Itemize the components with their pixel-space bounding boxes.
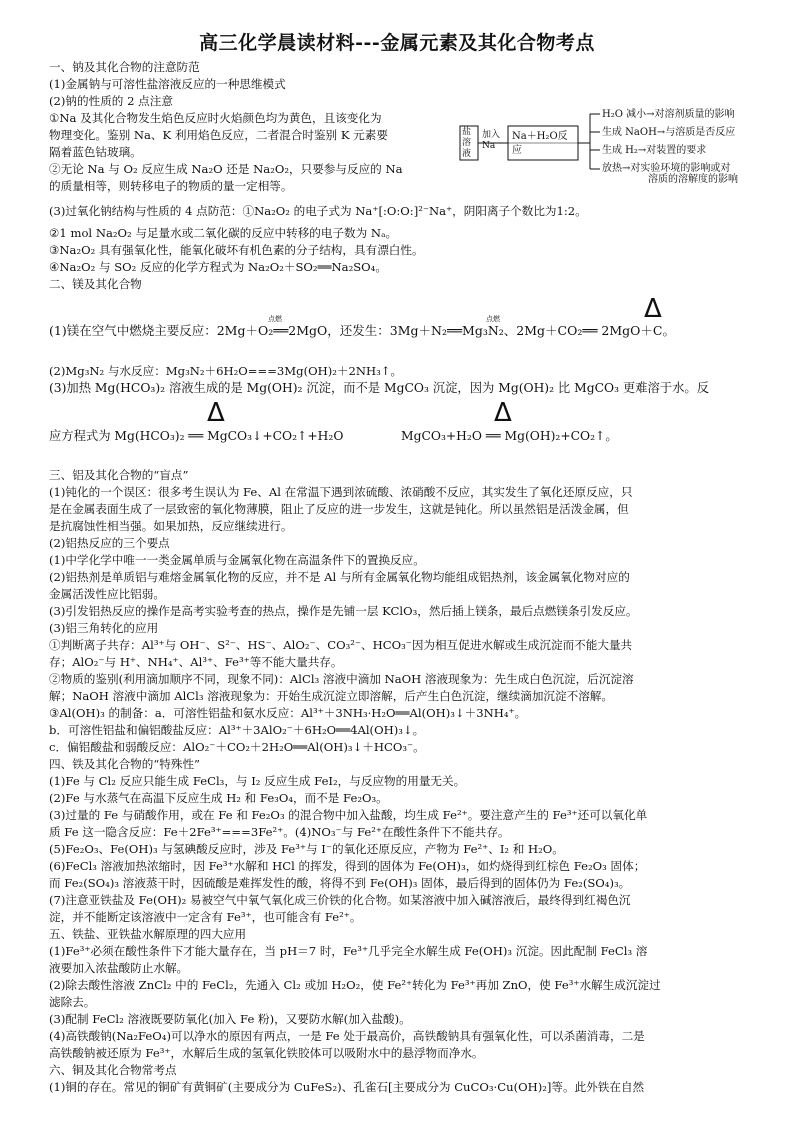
heat-triangle-symbol: Δ <box>207 398 225 428</box>
text-line: (4)高铁酸钠(Na₂FeO₄)可以净水的原因有两点，一是 Fe 处于最高价，高铁酸钠具有强氧化性，可以杀菌消毒，二是 <box>49 1029 645 1043</box>
text-line: 高铁酸钠被还原为 Fe³⁺，水解后生成的氢氧化铁胶体可以吸附水中的悬浮物而净水。 <box>49 1046 484 1060</box>
reaction-condition: 点燃 <box>486 315 500 323</box>
text-line: ③Na₂O₂ 具有强氧化性，能氧化破坏有机色素的分子结构，具有漂白性。 <box>49 243 424 257</box>
text-line: 金属活泼性应比铝弱。 <box>49 587 165 601</box>
text-line: (7)注意亚铁盐及 Fe(OH)₂ 易被空气中氧气氧化成三价铁的化合物。如某溶液中加入碱溶液后，最终得到红褐色沉 <box>49 893 631 907</box>
section-heading: 二、镁及其化合物 <box>49 277 142 291</box>
section-heading: 五、铁盐、亚铁盐水解原理的四大应用 <box>49 927 247 941</box>
text-line: (2)除去酸性溶液 ZnCl₂ 中的 FeCl₂，先通入 Cl₂ 或加 H₂O₂，使 Fe²⁺转化为 Fe³⁺再加 ZnO，使 Fe³⁺水解生成沉淀过 <box>49 978 661 992</box>
text-line: (2)铝热剂是单质铝与难熔金属氧化物的反应，并不是 Al 与所有金属氧化物均能组成铝热剂，该金属氧化物对应的 <box>49 570 630 584</box>
text-line: (2)Mg₃N₂ 与水反应：Mg₃N₂＋6H₂O===3Mg(OH)₂＋2NH₃↑。 <box>49 364 403 378</box>
text-line: (1)铜的存在。常见的铜矿有黄铜矿(主要成分为 CuFeS₂)、孔雀石[主要成分为 CuCO₃·Cu(OH)₂]等。此外铁在自然 <box>49 1080 645 1094</box>
equation-line: 应方程式为 Mg(HCO₃)₂ ══ MgCO₃↓+CO₂↑+H₂O <box>49 429 344 443</box>
text-line: (2)Fe 与水蒸气在高温下反应生成 H₂ 和 Fe₃O₄，而不是 Fe₂O₃。 <box>49 791 388 805</box>
text-line: (3)铝三角转化的应用 <box>49 621 159 635</box>
branch-heat-cont: 溶质的溶解度的影响 <box>648 174 738 185</box>
text-line: 而 Fe₂(SO₄)₃ 溶液蒸干时，因硫酸是难挥发性的酸，将得不到 Fe(OH)₃ 固体，最后得到的固体仍为 Fe₂(SO₄)₃。 <box>49 876 631 890</box>
text-line: (2)钠的性质的 2 点注意 <box>49 94 173 108</box>
salt-solution-label: 盐溶液 <box>462 127 472 159</box>
text-line: (1)钝化的一个误区：很多考生误认为 Fe、Al 在常温下遇到浓硫酸、浓硝酸不反应，其实发生了氧化还原反应，只 <box>49 485 633 499</box>
text-line: ②无论 Na 与 O₂ 反应生成 Na₂O 还是 Na₂O₂，只要参与反应的 Na <box>49 162 403 176</box>
branch-naoh: 生成 NaOH→与溶质是否反应 <box>602 127 736 138</box>
reaction-condition: 点燃 <box>268 315 282 323</box>
text-line: 的质量相等，则转移电子的物质的量一定相等。 <box>49 179 293 193</box>
text-line: 滤除去。 <box>49 995 96 1009</box>
text-line: 质 Fe 这一隐含反应：Fe＋2Fe³⁺===3Fe²⁺。(4)NO₃⁻与 Fe²⁺在酸性条件下不能共存。 <box>49 825 510 839</box>
text-line: 淀，并不能断定该溶液中一定含有 Fe³⁺，也可能含有 Fe²⁺。 <box>49 910 362 924</box>
text-line: (5)Fe₂O₃、Fe(OH)₃ 与氢碘酸反应时，涉及 Fe³⁺与 I⁻的氧化还原反应，产物为 Fe²⁺、I₂ 和 H₂O。 <box>49 842 564 856</box>
branch-hydrogen: 生成 H₂→对装置的要求 <box>602 145 707 156</box>
text-line: (2)铝热反应的三个要点 <box>49 536 170 550</box>
text-line: 液要加入浓盐酸防止水解。 <box>49 961 189 975</box>
text-line: (3)过氧化钠结构与性质的 4 点防范：①Na₂O₂ 的电子式为 Na⁺[:O:O:]²⁻Na⁺，阴阳离子个数比为1:2。 <box>49 204 587 218</box>
text-line: (1)中学化学中唯一一类金属单质与金属氧化物在高温条件下的置换反应。 <box>49 553 425 567</box>
section-heading: 六、铜及其化合物常考点 <box>49 1063 177 1077</box>
text-line: 是抗腐蚀性相当强。如果加热，反应继续进行。 <box>49 519 293 533</box>
text-line: 是在金属表面生成了一层致密的氧化物薄膜，阻止了反应的进一步发生，这就是钝化。所以虽然铝是活泼金属，但 <box>49 502 629 516</box>
text-line: (6)FeCl₃ 溶液加热浓缩时，因 Fe³⁺水解和 HCl 的挥发，得到的固体为 Fe(OH)₃，如灼烧得到红棕色 Fe₂O₃ 固体； <box>49 859 646 873</box>
text-line: (3)加热 Mg(HCO₃)₂ 溶液生成的是 Mg(OH)₂ 沉淀，而不是 MgCO₃ 沉淀，因为 Mg(OH)₂ 比 MgCO₃ 更难溶于水。反 <box>49 381 710 395</box>
page-title: 高三化学晨读材料---金属元素及其化合物考点 <box>199 32 595 54</box>
text-line: ②物质的鉴别(利用滴加顺序不同，现象不同)：AlCl₃ 溶液中滴加 NaOH 溶液现象为：先生成白色沉淀，后沉淀溶 <box>49 672 634 686</box>
text-line: 解；NaOH 溶液中滴加 AlCl₃ 溶液现象为：开始生成沉淀立即溶解，后产生白色沉淀，继续滴加沉淀不溶解。 <box>49 689 613 703</box>
text-line: ①判断离子共存：Al³⁺与 OH⁻、S²⁻、HS⁻、AlO₂⁻、CO₃²⁻、HCO₃⁻因为相互促进水解或生成沉淀而不能大量共 <box>49 638 633 652</box>
equation-line: MgCO₃+H₂O ══ Mg(OH)₂+CO₂↑。 <box>401 429 618 443</box>
text-line: (1)镁在空气中燃烧主要反应：2Mg＋O₂══2MgO，还发生：3Mg＋N₂══Mg₃N₂、2Mg＋CO₂══ 2MgO＋C。 <box>49 323 675 338</box>
text-line: (1)Fe 与 Cl₂ 反应只能生成 FeCl₃，与 I₂ 反应生成 FeI₂，与反应物的用量无关。 <box>49 774 466 788</box>
text-line: (3)过量的 Fe 与硝酸作用，或在 Fe 和 Fe₂O₃ 的混合物中加入盐酸，均生成 Fe²⁺。要注意产生的 Fe³⁺还可以氧化单 <box>49 808 648 822</box>
text-line: ④Na₂O₂ 与 SO₂ 反应的化学方程式为 Na₂O₂＋SO₂══Na₂SO₄。 <box>49 260 387 274</box>
text-line: ③Al(OH)₃ 的制备：a．可溶性铝盐和氨水反应：Al³⁺＋3NH₃·H₂O══Al(OH)₃↓＋3NH₄⁺。 <box>49 706 527 720</box>
text-line: b．可溶性铝盐和偏铝酸盐反应：Al³⁺＋3AlO₂⁻＋6H₂O══4Al(OH)₃↓。 <box>49 723 425 737</box>
text-line: (3)引发铝热反应的操作是高考实验考查的热点，操作是先铺一层 KClO₃，然后插上镁条，最后点燃镁条引发反应。 <box>49 604 638 618</box>
text-line: 物理变化。鉴别 Na、K 利用焰色反应，二者混合时鉴别 K 元素要 <box>49 128 388 142</box>
text-line: ②1 mol Na₂O₂ 与足量水或二氧化碳的反应中转移的电子数为 Nₐ。 <box>49 226 398 240</box>
section-heading: 四、铁及其化合物的“特殊性” <box>49 757 200 771</box>
section-heading: 一、钠及其化合物的注意防范 <box>49 60 200 74</box>
heat-triangle-symbol: Δ <box>494 398 512 428</box>
add-na-label: 加入Na <box>482 130 501 151</box>
heat-triangle-symbol: Δ <box>644 294 662 324</box>
text-line: (1)Fe³⁺必须在酸性条件下才能大量存在，当 pH＝7 时，Fe³⁺几乎完全水解生成 Fe(OH)₃ 沉淀。因此配制 FeCl₃ 溶 <box>49 944 648 958</box>
na-water-box-label: Na＋H₂O反应 <box>512 131 568 156</box>
text-line: (1)金属钠与可溶性盐溶液反应的一种思维模式 <box>49 77 286 91</box>
text-line: 存；AlO₂⁻与 H⁺、NH₄⁺、Al³⁺、Fe³⁺等不能大量共存。 <box>49 655 343 669</box>
text-line: (3)配制 FeCl₂ 溶液既要防氧化(加入 Fe 粉)，又要防水解(加入盐酸)。 <box>49 1012 411 1026</box>
text-line: 隔着蓝色钴玻璃。 <box>49 145 142 159</box>
text-line: c．偏铝酸盐和弱酸反应：AlO₂⁻＋CO₂＋2H₂O══Al(OH)₃↓＋HCO₃⁻。 <box>49 740 425 754</box>
reaction-flow-diagram <box>458 106 758 184</box>
text-line: ①Na 及其化合物发生焰色反应时火焰颜色均为黄色，且该变化为 <box>49 111 382 125</box>
section-heading: 三、铝及其化合物的“盲点” <box>49 468 189 482</box>
branch-water-decrease: H₂O 减小→对溶剂质量的影响 <box>602 109 735 120</box>
branch-heat: 放热→对实验环境的影响或对 <box>602 163 731 174</box>
